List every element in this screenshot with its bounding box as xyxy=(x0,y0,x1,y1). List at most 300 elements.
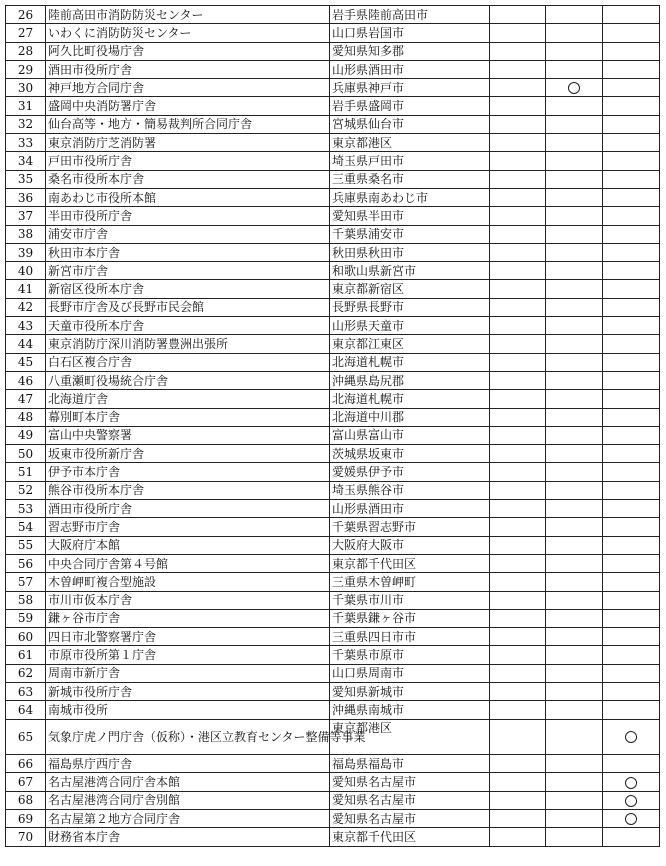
table-row xyxy=(6,791,660,809)
table-row xyxy=(6,188,660,206)
row-number: 59 xyxy=(6,609,46,627)
mark-cell-3 xyxy=(603,371,660,389)
mark-cell-1 xyxy=(490,298,546,316)
mark-cell-2 xyxy=(546,573,603,591)
row-number: 66 xyxy=(6,755,46,773)
mark-cell-1 xyxy=(490,609,546,627)
facility-name: 鎌ヶ谷市庁舎 xyxy=(46,609,330,627)
mark-cell-1 xyxy=(490,682,546,700)
mark-cell-3 xyxy=(603,390,660,408)
mark-cell-3 xyxy=(603,42,660,60)
table-row xyxy=(6,591,660,609)
facility-location: 沖縄県島尻郡 xyxy=(330,371,490,389)
facility-name: 白石区複合庁舎 xyxy=(46,353,330,371)
mark-cell-1 xyxy=(490,371,546,389)
mark-cell-2 xyxy=(546,755,603,773)
mark-cell-2 xyxy=(546,701,603,719)
mark-cell-3 xyxy=(603,317,660,335)
row-number: 63 xyxy=(6,682,46,700)
table-row xyxy=(6,42,660,60)
mark-cell-1 xyxy=(490,773,546,791)
mark-cell-3 xyxy=(603,225,660,243)
facility-location: 愛媛県伊予市 xyxy=(330,463,490,481)
mark-cell-2 xyxy=(546,426,603,444)
facility-location: 三重県木曽岬町 xyxy=(330,573,490,591)
mark-cell-2 xyxy=(546,828,603,846)
mark-cell-1 xyxy=(490,828,546,846)
facility-location: 兵庫県神戸市 xyxy=(330,79,490,97)
mark-cell-2 xyxy=(546,390,603,408)
row-number: 26 xyxy=(6,6,46,24)
facility-name: 幕別町本庁舎 xyxy=(46,408,330,426)
facility-name: 大阪府庁本館 xyxy=(46,536,330,554)
facility-location: 長野県長野市 xyxy=(330,298,490,316)
circle-mark-icon xyxy=(625,795,637,807)
table-row xyxy=(6,152,660,170)
facility-location: 東京都港区 xyxy=(330,134,490,152)
mark-cell-2 xyxy=(546,60,603,78)
mark-cell-3 xyxy=(603,463,660,481)
mark-cell-3 xyxy=(603,24,660,42)
facility-location: 宮城県仙台市 xyxy=(330,115,490,133)
facility-location: 福島県福島市 xyxy=(330,755,490,773)
table-row xyxy=(6,60,660,78)
table-row xyxy=(6,79,660,97)
facility-name: 名古屋港湾合同庁舎本館 xyxy=(46,773,330,791)
mark-cell-2 xyxy=(546,408,603,426)
facility-name: 阿久比町役場庁舎 xyxy=(46,42,330,60)
mark-cell-3 xyxy=(603,500,660,518)
row-number: 34 xyxy=(6,152,46,170)
table-row xyxy=(6,719,660,755)
table-row xyxy=(6,207,660,225)
table-row xyxy=(6,646,660,664)
facility-location: 愛知県新城市 xyxy=(330,682,490,700)
row-number: 62 xyxy=(6,664,46,682)
table-row xyxy=(6,134,660,152)
table-row xyxy=(6,262,660,280)
facility-location: 愛知県知多郡 xyxy=(330,42,490,60)
mark-cell-2 xyxy=(546,152,603,170)
row-number: 67 xyxy=(6,773,46,791)
mark-cell-1 xyxy=(490,463,546,481)
facility-location: 愛知県半田市 xyxy=(330,207,490,225)
circle-mark-icon xyxy=(625,731,637,743)
table-row xyxy=(6,554,660,572)
facility-location: 埼玉県熊谷市 xyxy=(330,481,490,499)
facility-name: 酒田市役所庁舎 xyxy=(46,60,330,78)
table-row xyxy=(6,664,660,682)
row-number: 52 xyxy=(6,481,46,499)
facility-name: 東京消防庁深川消防署豊洲出張所 xyxy=(46,335,330,353)
mark-cell-2 xyxy=(546,481,603,499)
mark-cell-3 xyxy=(603,701,660,719)
mark-cell-1 xyxy=(490,390,546,408)
facility-location: 和歌山県新宮市 xyxy=(330,262,490,280)
facility-location: 千葉県習志野市 xyxy=(330,518,490,536)
mark-cell-2 xyxy=(546,317,603,335)
mark-cell-1 xyxy=(490,42,546,60)
row-number: 41 xyxy=(6,280,46,298)
mark-cell-3 xyxy=(603,445,660,463)
table-row xyxy=(6,170,660,188)
mark-cell-3 xyxy=(603,262,660,280)
mark-cell-3 xyxy=(603,280,660,298)
facility-name: 酒田市役所庁舎 xyxy=(46,500,330,518)
mark-cell-2 xyxy=(546,609,603,627)
facility-name: 新宿区役所本庁舎 xyxy=(46,280,330,298)
facility-name: 熊谷市役所本庁舎 xyxy=(46,481,330,499)
mark-cell-3 xyxy=(603,97,660,115)
row-number: 32 xyxy=(6,115,46,133)
facility-location: 山口県周南市 xyxy=(330,664,490,682)
mark-cell-3 xyxy=(603,646,660,664)
mark-cell-3 xyxy=(603,755,660,773)
mark-cell-3 xyxy=(603,134,660,152)
mark-cell-1 xyxy=(490,791,546,809)
facility-location: 山形県天童市 xyxy=(330,317,490,335)
facility-location: 東京都新宿区 xyxy=(330,280,490,298)
table-row xyxy=(6,97,660,115)
table-row xyxy=(6,445,660,463)
mark-cell-2 xyxy=(546,6,603,24)
facility-location: 千葉県鎌ヶ谷市 xyxy=(330,609,490,627)
facility-location: 山口県岩国市 xyxy=(330,24,490,42)
facility-name: 坂東市役所新庁舎 xyxy=(46,445,330,463)
facility-location: 兵庫県南あわじ市 xyxy=(330,188,490,206)
row-number: 64 xyxy=(6,701,46,719)
mark-cell-3 xyxy=(603,810,660,828)
row-number: 68 xyxy=(6,791,46,809)
mark-cell-2 xyxy=(546,280,603,298)
table-row xyxy=(6,115,660,133)
facility-name: 八重瀬町役場統合庁舎 xyxy=(46,371,330,389)
table-row xyxy=(6,24,660,42)
mark-cell-1 xyxy=(490,755,546,773)
table-row xyxy=(6,810,660,828)
mark-cell-2 xyxy=(546,225,603,243)
mark-cell-3 xyxy=(603,791,660,809)
row-number: 44 xyxy=(6,335,46,353)
row-number: 51 xyxy=(6,463,46,481)
mark-cell-2 xyxy=(546,298,603,316)
mark-cell-2 xyxy=(546,335,603,353)
table-row xyxy=(6,280,660,298)
row-number: 37 xyxy=(6,207,46,225)
facility-name: 新城市役所庁舎 xyxy=(46,682,330,700)
row-number: 29 xyxy=(6,60,46,78)
table-row xyxy=(6,335,660,353)
mark-cell-2 xyxy=(546,207,603,225)
facility-location: 東京都千代田区 xyxy=(330,554,490,572)
table-row xyxy=(6,317,660,335)
row-number: 49 xyxy=(6,426,46,444)
facility-name: 南城市役所 xyxy=(46,701,330,719)
mark-cell-3 xyxy=(603,408,660,426)
mark-cell-2 xyxy=(546,646,603,664)
facility-location: 愛知県名古屋市 xyxy=(330,810,490,828)
mark-cell-3 xyxy=(603,554,660,572)
mark-cell-1 xyxy=(490,134,546,152)
mark-cell-3 xyxy=(603,60,660,78)
facility-name: 北海道庁舎 xyxy=(46,390,330,408)
mark-cell-2 xyxy=(546,115,603,133)
mark-cell-1 xyxy=(490,628,546,646)
mark-cell-3 xyxy=(603,426,660,444)
mark-cell-3 xyxy=(603,207,660,225)
mark-cell-1 xyxy=(490,353,546,371)
facility-location: 千葉県市原市 xyxy=(330,646,490,664)
row-number: 43 xyxy=(6,317,46,335)
mark-cell-1 xyxy=(490,79,546,97)
mark-cell-3 xyxy=(603,628,660,646)
table-row xyxy=(6,573,660,591)
facility-name: 新宮市庁舎 xyxy=(46,262,330,280)
facility-location: 沖縄県南城市 xyxy=(330,701,490,719)
facility-name: 市原市役所第１庁舎 xyxy=(46,646,330,664)
table-row xyxy=(6,390,660,408)
row-number: 40 xyxy=(6,262,46,280)
facility-name: 気象庁虎ノ門庁舎（仮称）・港区立教育センター整備等事業 xyxy=(46,719,330,755)
mark-cell-1 xyxy=(490,317,546,335)
facility-name: 周南市新庁舎 xyxy=(46,664,330,682)
table-row xyxy=(6,755,660,773)
mark-cell-1 xyxy=(490,664,546,682)
row-number: 36 xyxy=(6,188,46,206)
facility-name: 財務省本庁舎 xyxy=(46,828,330,846)
mark-cell-1 xyxy=(490,225,546,243)
mark-cell-3 xyxy=(603,719,660,755)
facility-name: 桑名市役所本庁舎 xyxy=(46,170,330,188)
mark-cell-2 xyxy=(546,773,603,791)
mark-cell-1 xyxy=(490,500,546,518)
row-number: 54 xyxy=(6,518,46,536)
mark-cell-3 xyxy=(603,573,660,591)
mark-cell-3 xyxy=(603,682,660,700)
facility-location: 岩手県盛岡市 xyxy=(330,97,490,115)
facility-name: 習志野市庁舎 xyxy=(46,518,330,536)
mark-cell-1 xyxy=(490,97,546,115)
row-number: 47 xyxy=(6,390,46,408)
mark-cell-3 xyxy=(603,335,660,353)
mark-cell-3 xyxy=(603,6,660,24)
mark-cell-2 xyxy=(546,682,603,700)
table-row xyxy=(6,500,660,518)
row-number: 65 xyxy=(6,719,46,755)
mark-cell-1 xyxy=(490,426,546,444)
table-row xyxy=(6,536,660,554)
mark-cell-1 xyxy=(490,207,546,225)
mark-cell-2 xyxy=(546,518,603,536)
facility-location: 東京都港区 xyxy=(330,719,490,755)
mark-cell-1 xyxy=(490,646,546,664)
row-number: 38 xyxy=(6,225,46,243)
row-number: 42 xyxy=(6,298,46,316)
facility-location: 北海道中川郡 xyxy=(330,408,490,426)
mark-cell-2 xyxy=(546,810,603,828)
table-row xyxy=(6,426,660,444)
facility-name: 天童市役所本庁舎 xyxy=(46,317,330,335)
facility-name: 伊予市本庁舎 xyxy=(46,463,330,481)
table-row xyxy=(6,701,660,719)
table-row xyxy=(6,408,660,426)
table-row xyxy=(6,243,660,261)
facility-name: 仙台高等・地方・簡易裁判所合同庁舎 xyxy=(46,115,330,133)
mark-cell-2 xyxy=(546,79,603,97)
facility-location: 愛知県名古屋市 xyxy=(330,791,490,809)
mark-cell-2 xyxy=(546,170,603,188)
mark-cell-1 xyxy=(490,481,546,499)
facility-location: 山形県酒田市 xyxy=(330,60,490,78)
table-row xyxy=(6,481,660,499)
mark-cell-2 xyxy=(546,262,603,280)
facility-location: 北海道札幌市 xyxy=(330,390,490,408)
row-number: 30 xyxy=(6,79,46,97)
mark-cell-2 xyxy=(546,353,603,371)
row-number: 27 xyxy=(6,24,46,42)
mark-cell-3 xyxy=(603,773,660,791)
row-number: 46 xyxy=(6,371,46,389)
row-number: 58 xyxy=(6,591,46,609)
facility-name: 秋田市本庁舎 xyxy=(46,243,330,261)
row-number: 28 xyxy=(6,42,46,60)
facility-name: 市川市仮本庁舎 xyxy=(46,591,330,609)
mark-cell-1 xyxy=(490,408,546,426)
table-row xyxy=(6,353,660,371)
mark-cell-2 xyxy=(546,500,603,518)
facility-name: 浦安市庁舎 xyxy=(46,225,330,243)
mark-cell-3 xyxy=(603,828,660,846)
facility-name: 長野市庁舎及び長野市民会館 xyxy=(46,298,330,316)
mark-cell-1 xyxy=(490,115,546,133)
table-row xyxy=(6,371,660,389)
facility-location: 岩手県陸前高田市 xyxy=(330,6,490,24)
mark-cell-3 xyxy=(603,170,660,188)
facility-name: 富山中央警察署 xyxy=(46,426,330,444)
facility-location: 埼玉県戸田市 xyxy=(330,152,490,170)
row-number: 60 xyxy=(6,628,46,646)
row-number: 31 xyxy=(6,97,46,115)
facility-name: 陸前高田市消防防災センター xyxy=(46,6,330,24)
mark-cell-2 xyxy=(546,134,603,152)
facility-name: 神戸地方合同庁舎 xyxy=(46,79,330,97)
mark-cell-3 xyxy=(603,664,660,682)
table-row xyxy=(6,518,660,536)
mark-cell-2 xyxy=(546,445,603,463)
mark-cell-3 xyxy=(603,481,660,499)
facility-location: 千葉県浦安市 xyxy=(330,225,490,243)
mark-cell-2 xyxy=(546,188,603,206)
mark-cell-1 xyxy=(490,591,546,609)
facility-location: 愛知県名古屋市 xyxy=(330,773,490,791)
table-row xyxy=(6,298,660,316)
facility-name: 盛岡中央消防署庁舎 xyxy=(46,97,330,115)
mark-cell-1 xyxy=(490,518,546,536)
mark-cell-1 xyxy=(490,335,546,353)
row-number: 57 xyxy=(6,573,46,591)
mark-cell-3 xyxy=(603,536,660,554)
mark-cell-3 xyxy=(603,609,660,627)
mark-cell-3 xyxy=(603,79,660,97)
row-number: 61 xyxy=(6,646,46,664)
mark-cell-2 xyxy=(546,591,603,609)
facility-name: 四日市北警察署庁舎 xyxy=(46,628,330,646)
table-row xyxy=(6,773,660,791)
row-number: 53 xyxy=(6,500,46,518)
facility-location: 三重県桑名市 xyxy=(330,170,490,188)
facility-table xyxy=(5,5,660,847)
facility-name: 名古屋港湾合同庁舎別館 xyxy=(46,791,330,809)
circle-mark-icon xyxy=(625,813,637,825)
row-number: 48 xyxy=(6,408,46,426)
facility-name: 福島県庁西庁舎 xyxy=(46,755,330,773)
facility-table-body xyxy=(6,6,660,847)
facility-name: いわくに消防防災センター xyxy=(46,24,330,42)
facility-name: 東京消防庁芝消防署 xyxy=(46,134,330,152)
table-row xyxy=(6,628,660,646)
row-number: 50 xyxy=(6,445,46,463)
mark-cell-1 xyxy=(490,6,546,24)
facility-location: 茨城県坂東市 xyxy=(330,445,490,463)
facility-name: 戸田市役所庁舎 xyxy=(46,152,330,170)
mark-cell-1 xyxy=(490,170,546,188)
mark-cell-3 xyxy=(603,591,660,609)
mark-cell-1 xyxy=(490,573,546,591)
mark-cell-3 xyxy=(603,188,660,206)
facility-location: 東京都江東区 xyxy=(330,335,490,353)
mark-cell-1 xyxy=(490,60,546,78)
mark-cell-2 xyxy=(546,664,603,682)
mark-cell-3 xyxy=(603,353,660,371)
mark-cell-2 xyxy=(546,463,603,481)
mark-cell-2 xyxy=(546,554,603,572)
mark-cell-2 xyxy=(546,719,603,755)
facility-location: 北海道札幌市 xyxy=(330,353,490,371)
mark-cell-2 xyxy=(546,97,603,115)
mark-cell-1 xyxy=(490,280,546,298)
mark-cell-3 xyxy=(603,115,660,133)
circle-mark-icon xyxy=(625,777,637,789)
circle-mark-icon xyxy=(568,82,580,94)
facility-name: 半田市役所庁舎 xyxy=(46,207,330,225)
row-number: 33 xyxy=(6,134,46,152)
mark-cell-1 xyxy=(490,445,546,463)
mark-cell-3 xyxy=(603,243,660,261)
mark-cell-2 xyxy=(546,24,603,42)
mark-cell-3 xyxy=(603,152,660,170)
table-row xyxy=(6,6,660,24)
mark-cell-2 xyxy=(546,371,603,389)
facility-name: 南あわじ市役所本館 xyxy=(46,188,330,206)
mark-cell-1 xyxy=(490,188,546,206)
mark-cell-1 xyxy=(490,262,546,280)
table-row xyxy=(6,463,660,481)
row-number: 55 xyxy=(6,536,46,554)
mark-cell-1 xyxy=(490,243,546,261)
mark-cell-3 xyxy=(603,298,660,316)
mark-cell-2 xyxy=(546,42,603,60)
facility-name: 中央合同庁舎第４号館 xyxy=(46,554,330,572)
mark-cell-2 xyxy=(546,628,603,646)
row-number: 56 xyxy=(6,554,46,572)
facility-name: 名古屋第２地方合同庁舎 xyxy=(46,810,330,828)
table-row xyxy=(6,682,660,700)
facility-name: 木曽岬町複合型施設 xyxy=(46,573,330,591)
facility-location: 三重県四日市市 xyxy=(330,628,490,646)
facility-location: 大阪府大阪市 xyxy=(330,536,490,554)
facility-location: 山形県酒田市 xyxy=(330,500,490,518)
mark-cell-2 xyxy=(546,243,603,261)
